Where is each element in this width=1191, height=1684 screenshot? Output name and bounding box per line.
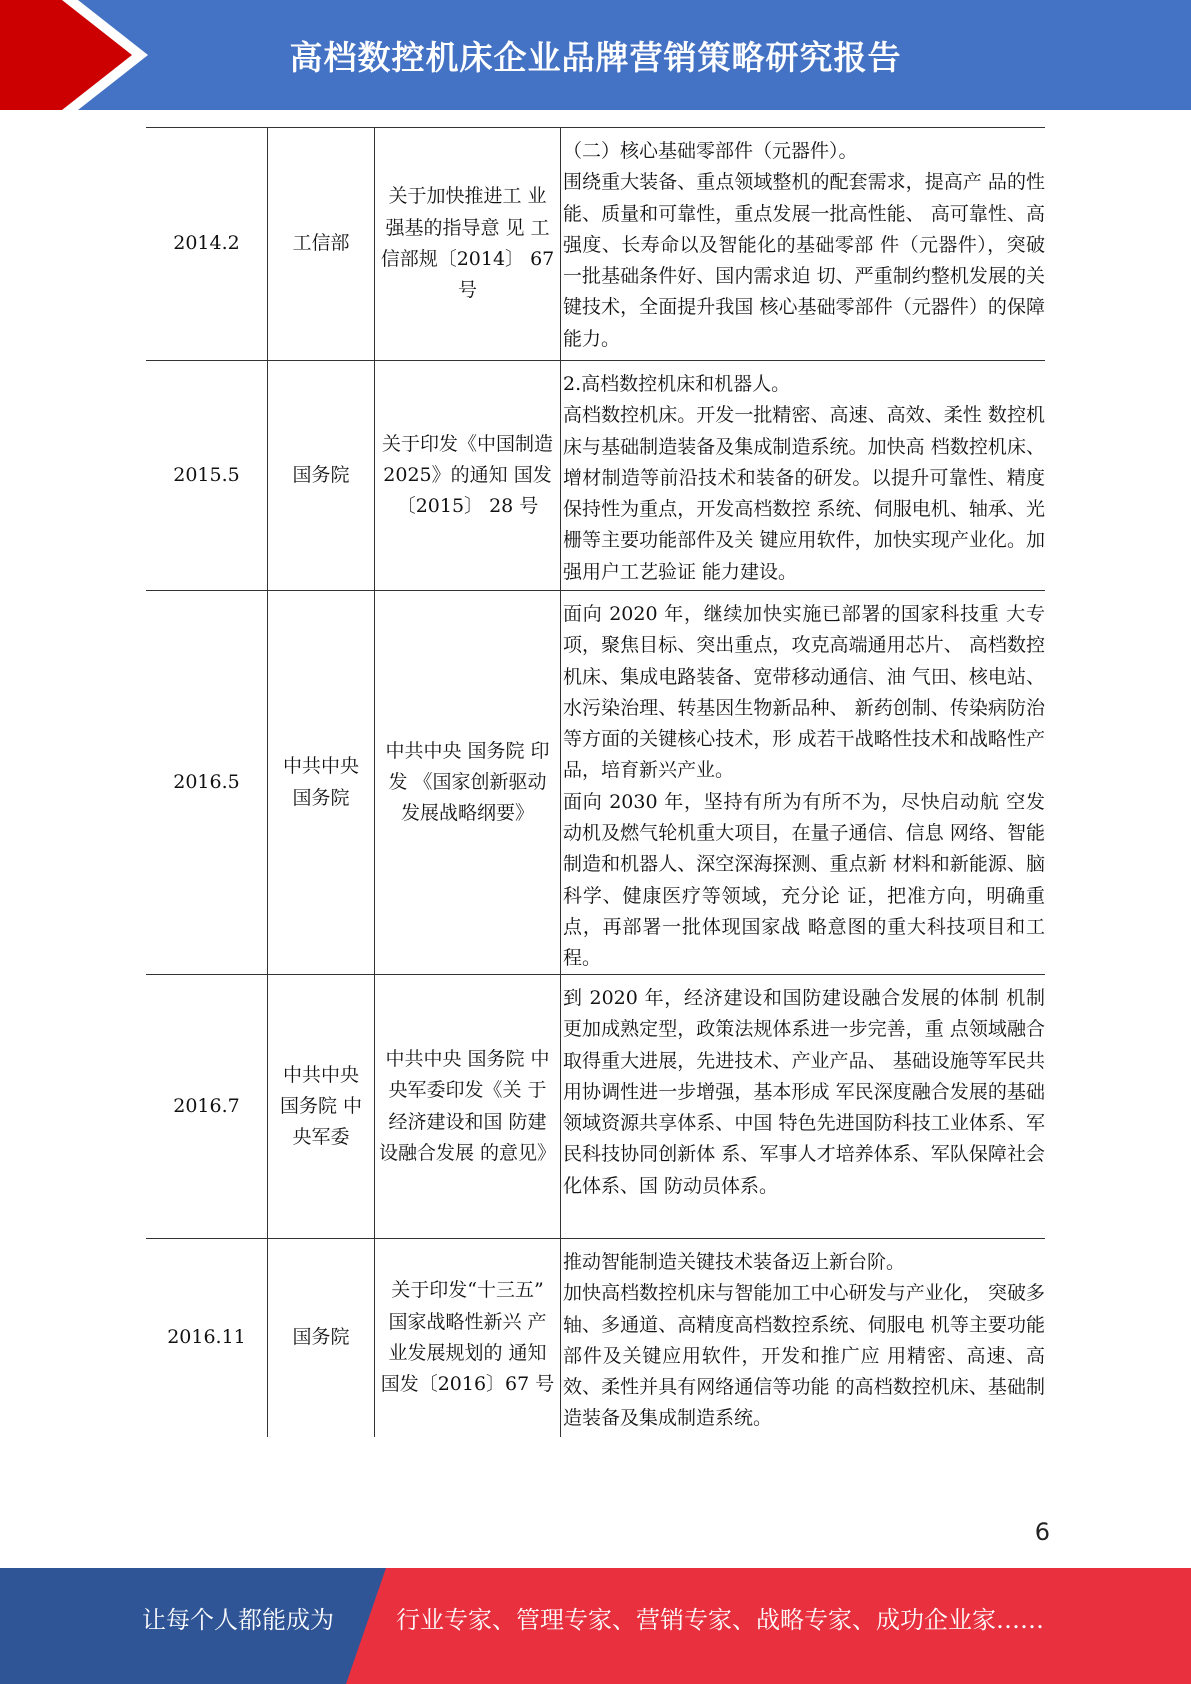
page-header [0,0,1191,110]
department-cell: 中共中央 国务院 中央军委 [267,975,374,1238]
content-paragraph: 推动智能制造关键技术装备迈上新台阶。 [563,1251,906,1273]
content-paragraph: 到 2020 年，经济建设和国防建设融合发展的体制 机制更加成熟定型，政策法规体系进一步完善，重 点领域融合取得重大进展，先进技术、产业产品、 基础设施等军民共用协调性进一步增强，基本形成 军民深度融合发展的基础领域资源共享体系、中国 特色先进国防科技工业体系、军民科技协同创新体 系、军事人才培养体系、军队保障社会化体系、国 防动员体系。 [563,987,1045,1197]
table-row [146,591,1045,975]
content-paragraph: 面向 2030 年，坚持有所为有所不为，尽快启动航 空发动机及燃气轮机重大项目，在量子通信、信息 网络、智能制造和机器人、深空深海探测、重点新 材料和新能源、脑科学、健康医疗等领域，充分论 证，把准方向，明确重点，再部署一批体现国家战 略意图的重大科技项目和工程。 [563,790,1045,970]
document-cell: 中共中央 国务院 中央军委印发《关 于经济建设和国 防建设融合发展 的意见》 [374,975,560,1238]
content-paragraph: 围绕重大装备、重点领域整机的配套需求，提高产 品的性能、质量和可靠性，重点发展一批高性能、 高可靠性、高强度、长寿命以及智能化的基础零部 件（元器件），突破一批基础条件好、国内需求迫 切、严重制约整机发展的关键技术，全面提升我国 核心基础零部件（元器件）的保障能力。 [563,171,1045,350]
date-cell: 2016.5 [173,770,240,793]
page-number: 6 [1034,1518,1050,1546]
content-paragraph: 2.高档数控机床和机器人。 [563,373,791,395]
table-row [146,361,1045,591]
date-cell: 2016.7 [173,1094,240,1117]
table-row [146,975,1045,1239]
content-cell [560,975,1045,1238]
department-cell: 中共中央 国务院 [267,591,374,974]
content-paragraph: （二）核心基础零部件（元器件）。 [563,140,858,162]
date-cell: 2014.2 [173,232,240,255]
content-paragraph: 面向 2020 年，继续加快实施已部署的国家科技重 大专项，聚焦目标、突出重点，攻克高端通用芯片、 高档数控机床、集成电路装备、宽带移动通信、油 气田、核电站、水污染治理、转基因生物新品种、 新药创制、传染病防治等方面的关键核心技术，形 成若干战略性技术和战略性产品，培育新兴产业。 [563,603,1045,782]
content-cell [560,591,1045,974]
content-cell [560,128,1045,360]
department-cell: 国务院 [267,361,374,590]
document-cell: 关于加快推进工 业强基的指导意 见 工信部规〔2014〕 67 号 [374,128,560,360]
policy-table [146,127,1045,1437]
document-cell: 关于印发“十三五” 国家战略性新兴 产业发展规划的 通知 国发〔2016〕67 号 [374,1239,560,1437]
date-cell: 2015.5 [173,463,240,486]
content-paragraph: 高档数控机床。开发一批精密、高速、高效、柔性 数控机床与基础制造装备及集成制造系统。加快高 档数控机床、增材制造等前沿技术和装备的研发。以提升可靠性、精度保持性为重点，开发高档数控 系统、伺服电机、轴承、光栅等主要功能部件及关 键应用软件，加快实现产业化。加强用户工艺验证 能力建设。 [563,404,1045,583]
document-cell: 中共中央 国务院 印发 《国家创新驱动 发展战略纲要》 [374,591,560,974]
content-cell [560,361,1045,590]
document-cell: 关于印发《中国制造 2025》的通知 国发〔2015〕 28 号 [374,361,560,590]
footer-slogan-right: 行业专家、管理专家、营销专家、战略专家、成功企业家…… [396,1606,1044,1634]
department-cell: 工信部 [267,128,374,360]
page-footer [0,1568,1191,1684]
report-title: 高档数控机床企业品牌营销策略研究报告 [289,37,902,77]
date-cell: 2016.11 [167,1326,246,1349]
content-paragraph: 加快高档数控机床与智能加工中心研发与产业化， 突破多轴、多通道、高精度高档数控系统、伺服电 机等主要功能部件及关键应用软件，开发和推广应 用精密、高速、高效、柔性并具有网络通信等功能 的高档数控机床、基础制造装备及集成制造系统。 [563,1282,1045,1430]
footer-slogan-left: 让每个人都能成为 [142,1606,334,1634]
table-row [146,128,1045,361]
content-cell [560,1239,1045,1437]
table-row [146,1239,1045,1437]
department-cell: 国务院 [267,1239,374,1437]
